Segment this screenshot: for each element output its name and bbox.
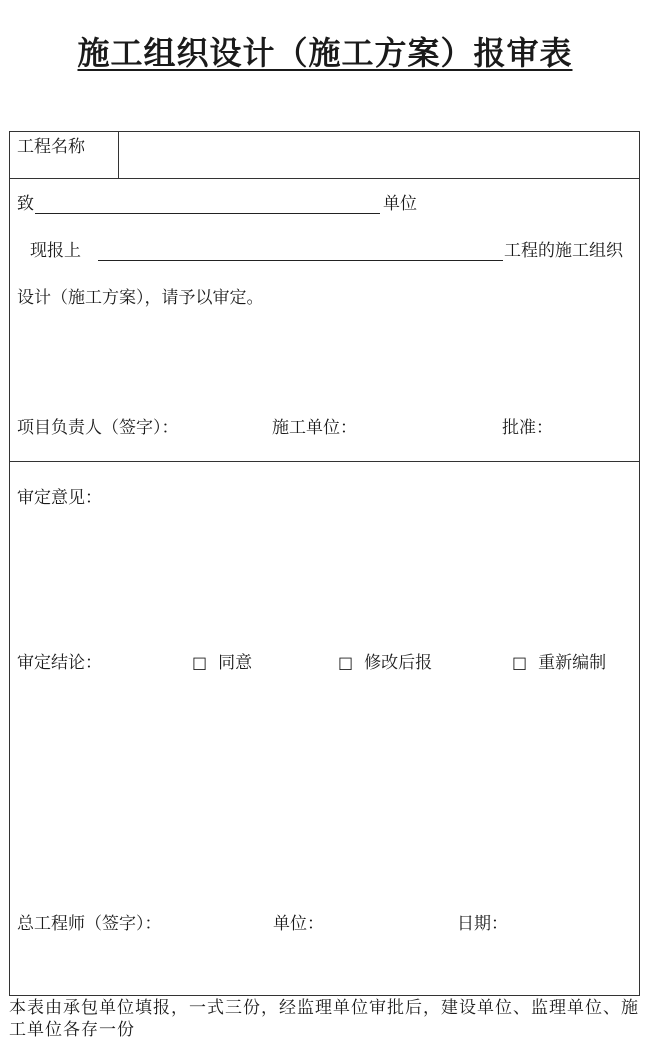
approval-label: 批准： xyxy=(502,418,553,438)
contractor-unit-label: 施工单位： xyxy=(272,418,357,438)
option-redo[interactable] xyxy=(512,652,606,674)
project-title-field[interactable] xyxy=(98,240,503,261)
review-conclusion-label: 审定结论： xyxy=(17,653,102,673)
checkbox-icon[interactable]: □ xyxy=(338,653,354,672)
option-label: 修改后报 xyxy=(364,653,433,673)
option-label: 重新编制 xyxy=(538,653,607,673)
recipient-unit-field[interactable] xyxy=(35,193,380,214)
review-opinion-label: 审定意见： xyxy=(17,488,102,508)
report-prefix: 现报上 xyxy=(30,241,81,261)
to-prefix: 致 xyxy=(17,194,34,214)
review-section xyxy=(10,462,639,995)
report-continuation: 设计（施工方案），请予以审定。 xyxy=(17,288,264,308)
form-title: 施工组织设计（施工方案）报审表 xyxy=(77,34,573,72)
option-revise-resubmit[interactable] xyxy=(338,652,432,674)
option-approve[interactable] xyxy=(192,652,252,674)
review-unit-label: 单位： xyxy=(273,914,324,934)
footer-note: 本表由承包单位填报，一式三份，经监理单位审批后，建设单位、监理单位、施工单位各存一份 xyxy=(9,998,639,1040)
submission-section xyxy=(10,179,639,462)
to-suffix: 单位 xyxy=(383,194,417,214)
project-lead-signature-label: 项目负责人（签字）： xyxy=(17,418,179,438)
project-name-field[interactable] xyxy=(119,132,639,178)
project-name-row xyxy=(10,132,639,179)
checkbox-icon[interactable]: □ xyxy=(512,653,528,672)
option-label: 同意 xyxy=(218,653,253,673)
project-name-label-cell xyxy=(10,132,119,178)
report-suffix: 工程的施工组织 xyxy=(504,241,623,261)
project-name-label: 工程名称 xyxy=(17,137,85,157)
chief-engineer-signature-label: 总工程师（签字）： xyxy=(17,914,162,934)
date-label: 日期： xyxy=(457,914,508,934)
approval-form-table xyxy=(9,131,640,996)
checkbox-icon[interactable]: □ xyxy=(192,653,208,672)
